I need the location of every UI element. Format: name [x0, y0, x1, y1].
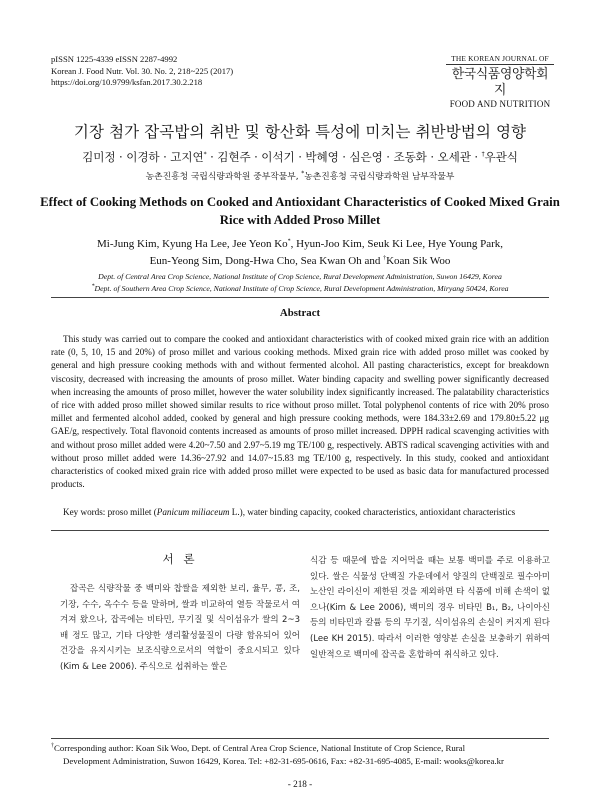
title-korean: 기장 첨가 잡곡밥의 취반 및 항산화 특성에 미치는 취반방법의 영향 — [73, 123, 527, 141]
footnote-line1 — [51, 742, 549, 755]
authors-en-1b: , Hyun-Joo Kim, Seuk Ki Lee, Hye Young Park, — [290, 238, 503, 250]
page-number: - 218 - — [287, 779, 313, 789]
divider-middle — [51, 530, 549, 531]
author-en-mark: * — [287, 238, 291, 245]
affil-en-mark: * — [91, 283, 95, 290]
affil-ko-2: 농촌진흥청 국립식량과학원 남부작물부 — [304, 172, 455, 182]
footnote-line2: Development Administration, Suwon 16429, Korea. Tel: +82-31-695-0616, Fax: +82-31-695-4085, E-mail: wooks@korea.kr — [63, 755, 504, 766]
authors-en-1a: Mi-Jung Kim, Kyung Ha Lee, Jee Yeon Ko — [96, 238, 288, 250]
authors-ko-part2: · 김현주 · 이석기 · 박혜영 · 심은영 · 조동화 · 오세관 · — [206, 150, 482, 164]
corresponding-footnote — [51, 742, 549, 767]
authors-korean — [0, 149, 600, 165]
abstract-body: This study was carried out to compare the cooked and antioxidant characteristics with of cooked mixed grain rice with an addition rate (0, 5, 10, 15 and 20%) of proso millet and various cooking methods. Mixed grain rice with added proso millet was cooked by general and high pressure cooking methods with and without fermented alcohol. All pasting characteristics, except for breakdown viscosity, decreased with increasing the amounts of proso millet. Water binding capacity and swelling power significantly decreased when increasing the amounts of proso millet, however the water solubility index significantly increased. The palatability characteristics of rice with added proso millet showed similar results to rice without proso millet. Total polyphenol contents of rice with 20% proso millet and fermented alcohol added, cooked by general and high pressure cooking methods, were 184.33±2.69 and 179.80±5.22 μg GAE/g, respectively. Total flavonoid contents increased as amounts of proso millet increased. DPPH radical scavenging activities with and without proso millet added were 4.20~7.50 and 2.97~5.19 mg TE/100 g, respectively. ABTS radical scavenging activities with and without proso millet added were 14.36~27.92 and 14.07~15.83 mg TE/100 g, respectively. In this study, cooked and antioxidant characteristics of cooked mixed grain rice with added proso millet were expected to be used as basic data for manufactured processed products. — [51, 334, 549, 490]
affil-en-line1: Dept. of Central Area Crop Science, National Institute of Crop Science, Rural Development Administration, Suwon 16429, Korea — [98, 272, 502, 281]
footnote-mark: † — [51, 743, 54, 750]
footnote-text1: Corresponding author: Koan Sik Woo, Dept. of Central Area Crop Science, National Institute of Crop Science, Rural — [54, 743, 466, 753]
authors-en-2b: Koan Sik Woo — [386, 255, 451, 267]
journal-name-en-top: THE KOREAN JOURNAL OF — [451, 54, 549, 63]
author-ko-mark: * — [203, 151, 207, 159]
keywords-italic: Panicum miliaceum — [156, 507, 230, 517]
authors-ko-part1: 김미정 · 이경하 · 고지연 — [82, 150, 204, 164]
divider-top — [51, 297, 549, 298]
intro-right-column: 식감 등 때문에 밥을 지어먹을 때는 보통 백미를 주로 이용하고 있다. 쌀은 식물성 단백질 가운데에서 양질의 단백질로 필수아미노산인 라이신이 제한된 것을 제외하면 타 식품에 비해 손색이 없으나(Kim & Lee 2006), 백미의 경우 비타민 B₁, B₂, 나이아신 등의 비타민과 칼륨 등의 무기질, 식이섬유의 손실이 커지게 된다(Lee KH 2015). 따라서 이러한 영양분 손실을 보충하기 위하여 일반적으로 백미에 잡곡을 혼합하여 취식하고 있다. — [310, 556, 550, 660]
authors-en-line1 — [40, 236, 560, 253]
corresponding-en-mark: † — [383, 255, 387, 262]
authors-en-line2 — [40, 253, 560, 270]
abstract-heading: Abstract — [279, 307, 321, 319]
doi-link[interactable]: https://doi.org/10.9799/ksfan.2017.30.2.218 — [51, 77, 203, 87]
journal-name-en-bottom: FOOD AND NUTRITION — [449, 99, 551, 109]
citation-meta — [51, 54, 233, 89]
introduction-heading: 서 론 — [162, 552, 198, 566]
authors-english — [40, 236, 560, 270]
authors-en-2a: Eun-Yeong Sim, Dong-Hwa Cho, Sea Kwan Oh and — [149, 255, 384, 267]
affil-ko-mark: * — [301, 170, 305, 178]
affiliation-korean — [0, 169, 600, 182]
affiliation-english — [30, 271, 570, 295]
keywords-post: L.), water binding capacity, cooked characteristics, antioxidant characteristics — [229, 507, 516, 517]
citation-line: Korean J. Food Nutr. Vol. 30. No. 2, 218~225 (2017) — [51, 65, 234, 76]
footnote-divider — [51, 738, 549, 739]
affil-en-line2-wrap — [30, 283, 570, 295]
journal-logo — [446, 54, 554, 109]
corresponding-ko-mark: † — [481, 151, 485, 159]
title-english: Effect of Cooking Methods on Cooked and Antioxidant Characteristics of Cooked Mixed Grain Rice with Added Proso Millet — [40, 195, 560, 227]
journal-name-ko: 한국식품영양학회지 — [446, 64, 554, 99]
keywords — [51, 506, 549, 519]
affil-en-line2: Dept. of Southern Area Crop Science, National Institute of Crop Science, Rural Development Administration, Miryang 50424, Korea — [94, 284, 509, 293]
keywords-label: Key words — [63, 507, 103, 517]
keywords-pre: : proso millet ( — [102, 507, 157, 517]
intro-left-column: 잡곡은 식량작물 중 백미와 찹쌀을 제외한 보리, 율무, 콩, 조, 기장, 수수, 옥수수 등을 말하며, 쌀과 비교하여 열등 작물로서 여겨져 왔으나, 잡곡에는 비타민, 무기질 및 식이섬유가 쌀의 2~3배 정도 많고, 기타 다양한 생리활성물질이 다량 함유되어 있어 건강을 유지시키는 보조식량으로서의 역할이 중요시되고 있다(Kim & Lee 2006). 주식으로 섭취하는 쌀은 — [60, 584, 300, 672]
authors-ko-last: 우관식 — [484, 150, 518, 164]
issn-line: pISSN 1225-4339 eISSN 2287-4992 — [51, 54, 178, 64]
affil-ko-1: 농촌진흥청 국립식량과학원 중부작물부, — [145, 172, 302, 182]
